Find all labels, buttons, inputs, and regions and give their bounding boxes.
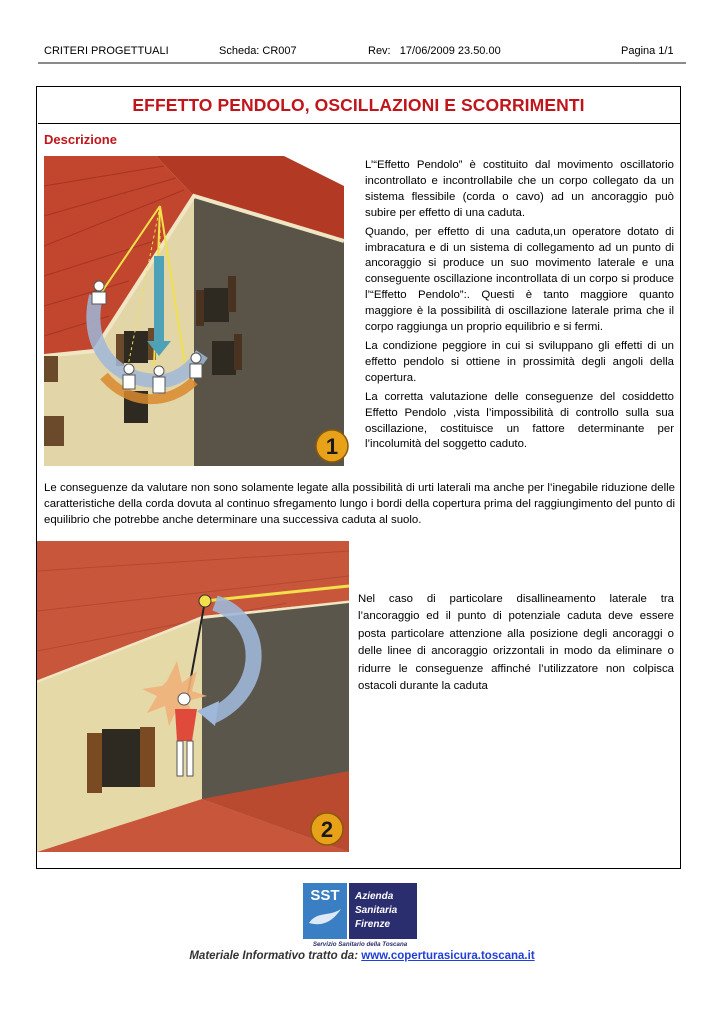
logo-line-1: Azienda bbox=[355, 891, 394, 902]
header-scheda: Scheda: CR007 bbox=[219, 45, 297, 57]
illustration-pendulum-effect bbox=[44, 156, 352, 466]
description-paragraph: La condizione peggiore in cui si sviluppano gli effetti di un effetto pendolo si ottiene in prossimità degli angoli della copertura. bbox=[365, 339, 674, 384]
description-text bbox=[365, 158, 674, 456]
page-header bbox=[38, 45, 680, 63]
header-divider bbox=[38, 62, 686, 64]
header-page: Pagina 1/1 bbox=[621, 45, 674, 57]
footer-link[interactable]: www.coperturasicura.toscana.it bbox=[361, 950, 535, 962]
asl-firenze-logo bbox=[303, 883, 417, 947]
figure-2-number: 2 bbox=[320, 817, 334, 842]
section-title: Descrizione bbox=[44, 132, 117, 147]
logo-line-3: Firenze bbox=[355, 919, 391, 930]
figure-1-number: 1 bbox=[325, 434, 339, 459]
misalignment-paragraph: Nel caso di particolare disallineamento laterale tra l’ancoraggio ed il punto di potenziale caduta deve essere posta particolare attenzione alla posizione degli ancoraggi o delle linee di ancoraggio orizzontali in modo da eliminare o ridurre le conseguenze affinché l’utilizzatore non colpisca ostacoli durante la caduta bbox=[358, 593, 674, 693]
illustration-lateral-misalignment bbox=[37, 541, 349, 852]
header-section: CRITERI PROGETTUALI bbox=[44, 45, 169, 57]
description-paragraph: L’“Effetto Pendolo” è costituito dal movimento oscillatorio incontrollato e incontrollabile che un corpo collegato da un sistema flessibile (corda o cavo) ad un ancoraggio può subire per effetto di una caduta. bbox=[365, 159, 674, 219]
header-rev: Rev: 17/06/2009 23.50.00 bbox=[368, 45, 501, 57]
logo-short: SST bbox=[310, 887, 340, 904]
description-paragraph: La corretta valutazione delle conseguenze del cosiddetto Effetto Pendolo ,vista l’impossibilità di controllo sulla sua oscillazione, costituisce un fattore determinante per l’incolumità del soggetto caduto. bbox=[365, 390, 674, 451]
title-divider bbox=[38, 123, 680, 124]
page-footer bbox=[0, 950, 724, 962]
page-title: EFFETTO PENDOLO, OSCILLAZIONI E SCORRIMENTI bbox=[132, 95, 585, 115]
logo-line-2: Sanitaria bbox=[355, 905, 398, 916]
consequences-paragraph: Le conseguenze da valutare non sono solamente legate alla possibilità di urti laterali ma anche per l’inegabile riduzione delle caratteristiche della corda dovuta al continuo sfregamento lungo i bordi della copertura prima del raggiungimento del punto di equilibrio che potrebbe anche determinare una successiva caduta al suolo. bbox=[44, 482, 675, 526]
description-paragraph: Quando, per effetto di una caduta,un operatore dotato di imbracatura e di un sistema di collegamento ad un punto di ancoraggio si produce un suo movimento laterale e una conseguente oscillazione incontrollata di un corpo si produce l’“Effetto Pendolo”:. Questi è tanto maggiore quanto maggiore è la possibilità di oscillazione laterale prima che il corpo raggiunga un proprio equilibrio e si fermi. bbox=[365, 225, 674, 334]
footer-label: Materiale Informativo tratto da: bbox=[189, 950, 359, 962]
logo-caption: Servizio Sanitario della Toscana bbox=[312, 941, 408, 947]
